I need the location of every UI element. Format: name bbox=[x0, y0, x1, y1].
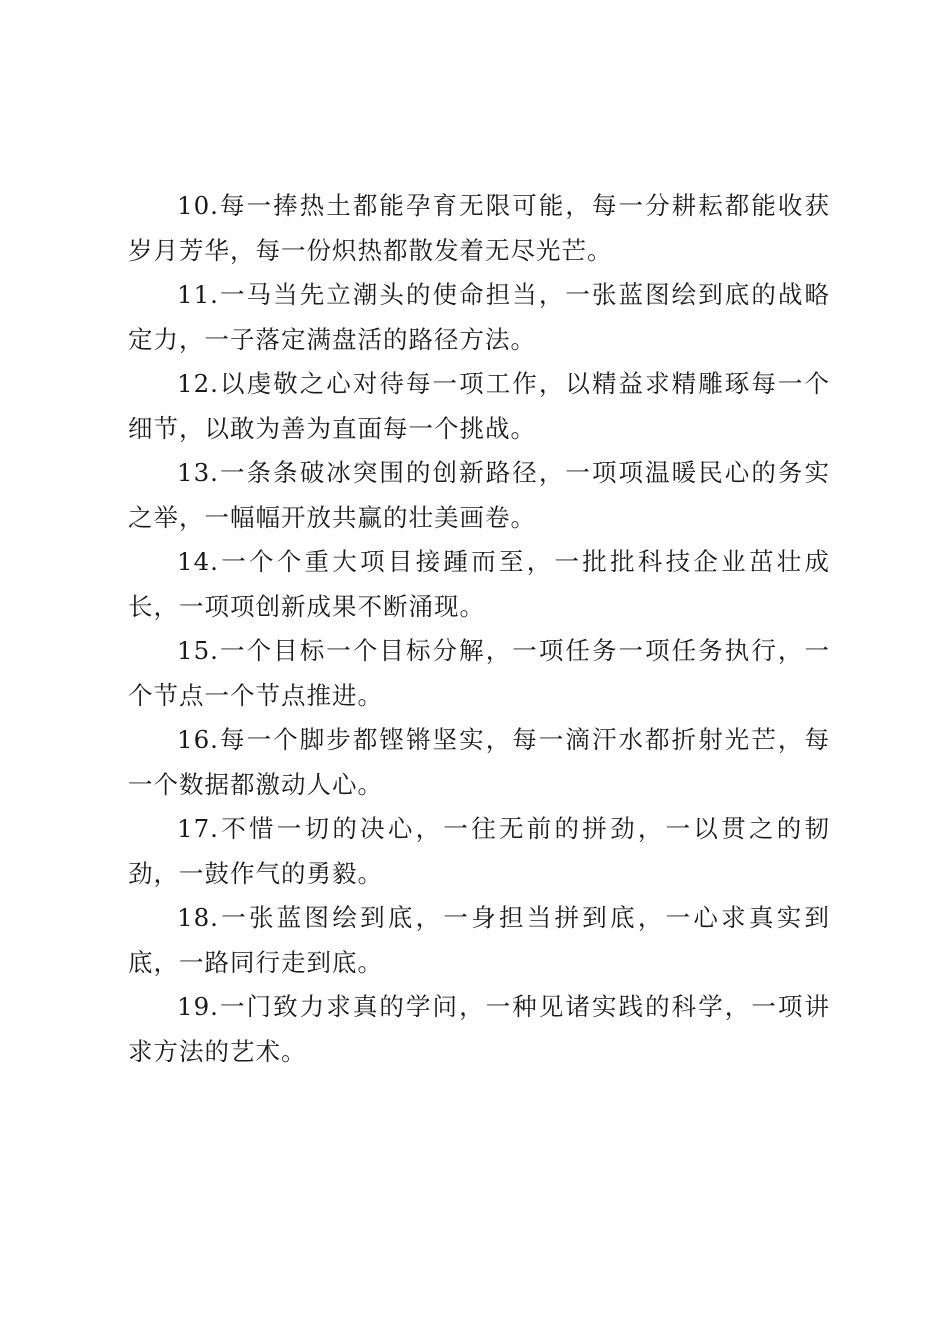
paragraph-14: 14.一个个重大项目接踵而至，一批批科技企业茁壮成长，一项项创新成果不断涌现。 bbox=[128, 547, 830, 621]
document-body bbox=[128, 184, 830, 1074]
paragraph-10: 10.每一捧热土都能孕育无限可能，每一分耕耘都能收获岁月芳华，每一份炽热都散发着无尽光芒。 bbox=[128, 191, 830, 265]
paragraph-15: 15.一个目标一个目标分解，一项任务一项任务执行，一个节点一个节点推进。 bbox=[128, 636, 830, 710]
paragraph-11: 11.一马当先立潮头的使命担当，一张蓝图绘到底的战略定力，一子落定满盘活的路径方法。 bbox=[128, 280, 830, 354]
paragraph-12: 12.以虔敬之心对待每一项工作，以精益求精雕琢每一个细节，以敢为善为直面每一个挑战。 bbox=[128, 369, 830, 443]
paragraph-16: 16.每一个脚步都铿锵坚实，每一滴汗水都折射光芒，每一个数据都激动人心。 bbox=[128, 725, 830, 799]
paragraph-19: 19.一门致力求真的学问，一种见诸实践的科学，一项讲求方法的艺术。 bbox=[128, 992, 830, 1066]
paragraph-18: 18.一张蓝图绘到底，一身担当拼到底，一心求真实到底，一路同行走到底。 bbox=[128, 903, 830, 977]
paragraph-17: 17.不惜一切的决心，一往无前的拼劲，一以贯之的韧劲，一鼓作气的勇毅。 bbox=[128, 814, 830, 888]
paragraph-13: 13.一条条破冰突围的创新路径，一项项温暖民心的务实之举，一幅幅开放共赢的壮美画卷。 bbox=[128, 458, 830, 532]
